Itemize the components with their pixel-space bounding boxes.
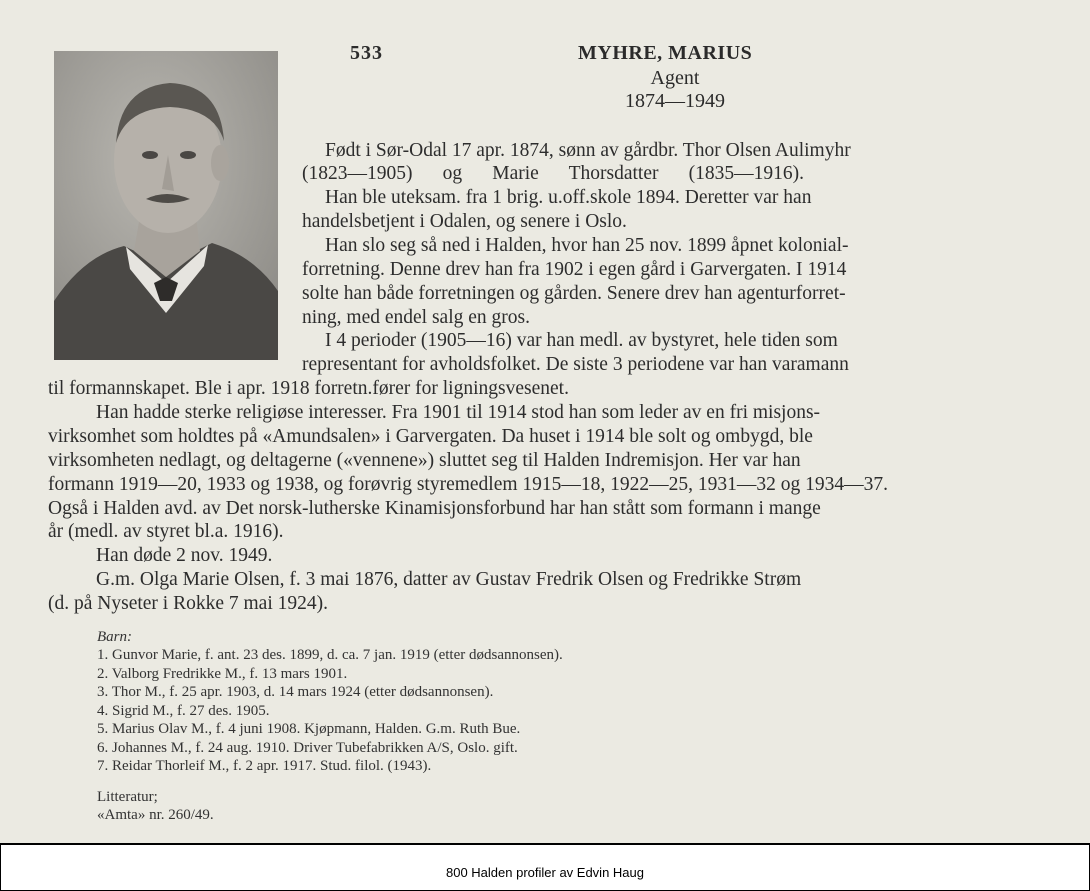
body-line: år (medl. av styret bl.a. 1916).: [48, 521, 284, 542]
body-line: formann 1919—20, 1933 og 1938, og forøvrig styremedlem 1915—18, 1922—25, 1931—32 og 1934—37.: [48, 474, 889, 495]
body-line: (d. på Nyseter i Rokke 7 mai 1924).: [48, 593, 328, 614]
body-line: G.m. Olga Marie Olsen, f. 3 mai 1876, datter av Gustav Fredrik Olsen og Fredrikke Strøm: [96, 569, 802, 590]
body-line: ning, med endel salg en gros.: [302, 307, 530, 328]
child-entry: 3. Thor M., f. 25 apr. 1903, d. 14 mars 1924 (etter dødsannonsen).: [97, 684, 494, 700]
body-line: Han hadde sterke religiøse interesser. Fra 1901 til 1914 stod han som leder av en fri misjons-: [96, 402, 821, 423]
body-line: Født i Sør-Odal 17 apr. 1874, sønn av gårdbr. Thor Olsen Aulimyhr: [325, 140, 851, 161]
body-line: virksomheten nedlagt, og deltagerne («vennene») sluttet seg til Halden Indremisjon. Her var han: [48, 450, 801, 471]
literature-entry: «Amta» nr. 260/49.: [97, 807, 214, 823]
child-entry: 6. Johannes M., f. 24 aug. 1910. Driver Tubefabrikken A/S, Oslo. gift.: [97, 740, 518, 756]
body-line: representant for avholdsfolket. De siste 3 periodene var han varamann: [302, 354, 849, 375]
body-line: til formannskapet. Ble i apr. 1918 forretn.fører for ligningsvesenet.: [48, 378, 569, 399]
body-line: forretning. Denne drev han fra 1902 i egen gård i Garvergaten. I 1914: [302, 259, 847, 280]
person-occupation: Agent: [650, 67, 700, 89]
person-years: 1874—1949: [625, 90, 725, 112]
body-line: virksomhet som holdtes på «Amundsalen» i Garvergaten. Da huset i 1914 ble solt og ombygd, ble: [48, 426, 813, 447]
body-line: Han ble uteksam. fra 1 brig. u.off.skole 1894. Deretter var han: [325, 187, 812, 208]
body-line: Han slo seg så ned i Halden, hvor han 25 nov. 1899 åpnet kolonial-: [325, 235, 849, 256]
body-line: Også i Halden avd. av Det norsk-lutherske Kinamisjonsforbund har han stått som formann i mange: [48, 498, 821, 519]
body-line: Han døde 2 nov. 1949.: [96, 545, 273, 566]
footer-caption: 800 Halden profiler av Edvin Haug: [445, 865, 644, 880]
body-line: I 4 perioder (1905—16) var han medl. av bystyret, hele tiden som: [325, 330, 838, 351]
child-entry: 1. Gunvor Marie, f. ant. 23 des. 1899, d. ca. 7 jan. 1919 (etter dødsannonsen).: [97, 647, 563, 663]
body-line: handelsbetjent i Odalen, og senere i Oslo.: [302, 211, 627, 232]
body-line: (1823—1905) og Marie Thorsdatter (1835—1916).: [302, 163, 804, 184]
child-entry: 5. Marius Olav M., f. 4 juni 1908. Kjøpmann, Halden. G.m. Ruth Bue.: [97, 721, 521, 737]
child-entry: 7. Reidar Thorleif M., f. 2 apr. 1917. Stud. filol. (1943).: [97, 758, 432, 774]
person-name: MYHRE, MARIUS: [578, 42, 753, 64]
page-number: 533: [350, 42, 383, 64]
literature-heading: Litteratur;: [97, 789, 158, 805]
footer-caption-box: [0, 843, 1090, 891]
child-entry: 4. Sigrid M., f. 27 des. 1905.: [97, 703, 270, 719]
body-line: solte han både forretningen og gården. Senere drev han agenturforret-: [302, 283, 846, 304]
child-entry: 2. Valborg Fredrikke M., f. 13 mars 1901.: [97, 666, 348, 682]
children-heading: Barn:: [97, 629, 132, 645]
